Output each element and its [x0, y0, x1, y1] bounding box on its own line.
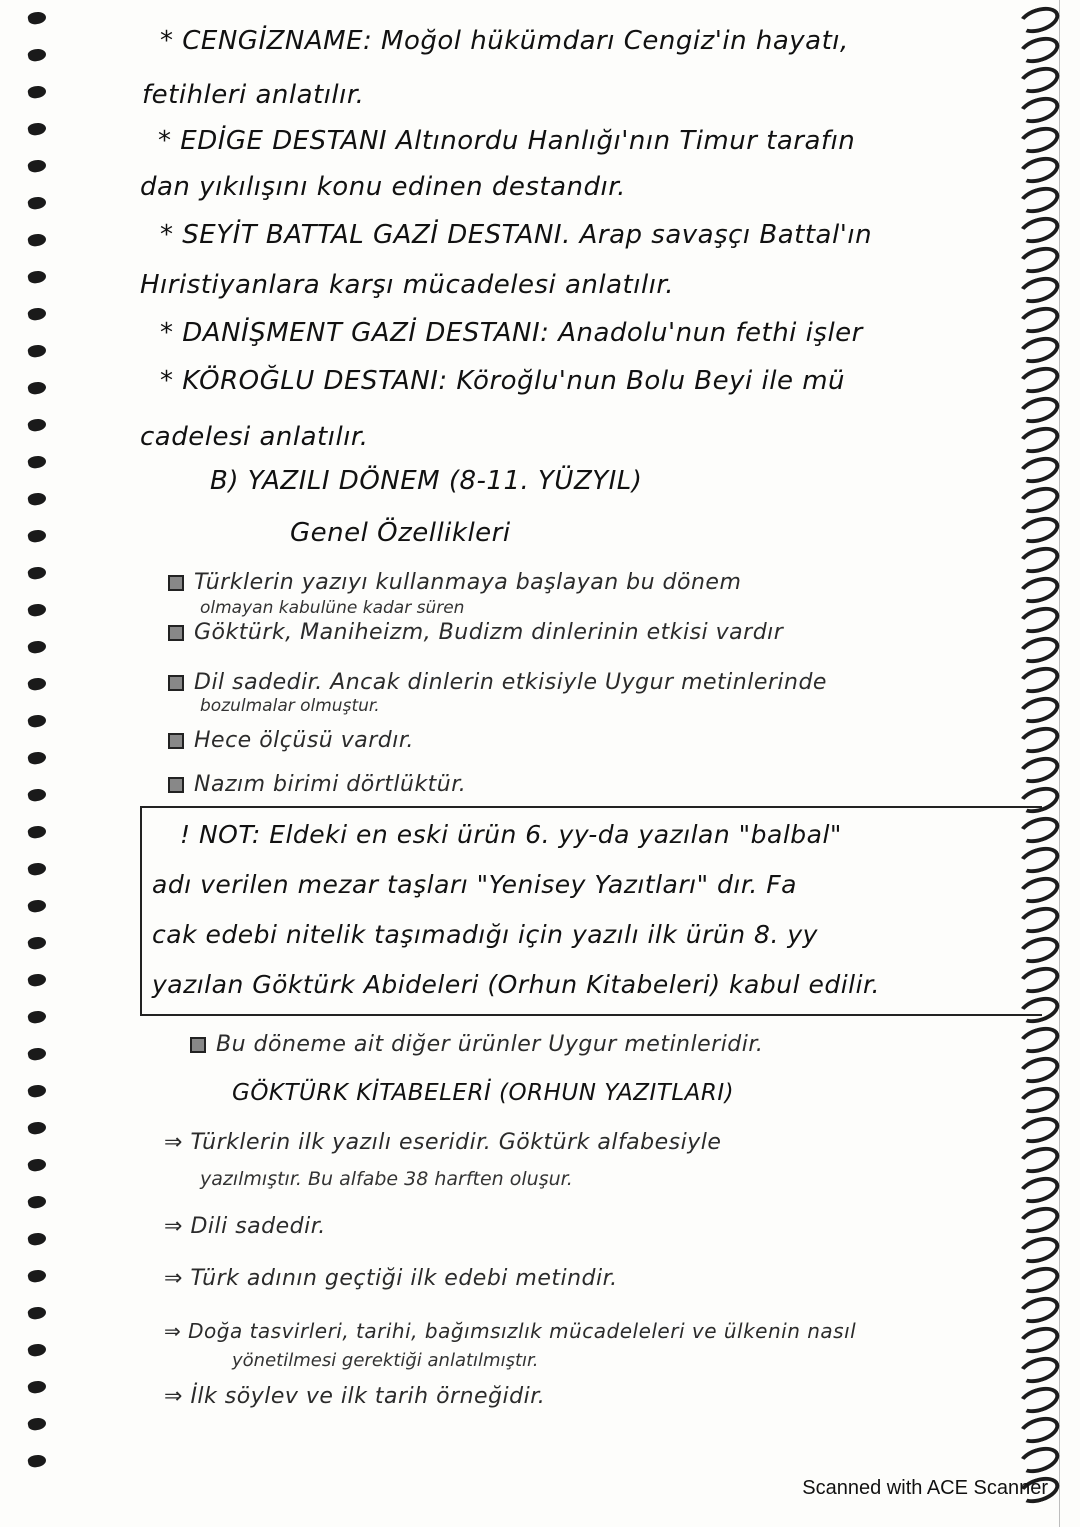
spiral-coil-icon [1015, 1112, 1062, 1148]
hole-icon [27, 1416, 47, 1431]
bullet-text: Hece ölçüsü vardır. [194, 728, 414, 753]
hole-icon [27, 639, 47, 654]
arrow-item [164, 1126, 721, 1160]
spiral-coil-icon [1015, 632, 1062, 668]
hole-icon [27, 1453, 47, 1468]
hole-icon [27, 1342, 47, 1357]
note-box-line: ! NOT: Eldeki en eski ürün 6. yy-da yazılan "balbal" [180, 820, 842, 849]
checkbox-bullet-icon [168, 575, 184, 591]
bullet-item [168, 768, 466, 802]
spiral-coil-icon [1015, 1322, 1062, 1358]
arrow-icon: ⇒ [164, 1319, 189, 1343]
subsection-heading: Genel Özellikleri [290, 518, 511, 548]
hole-icon [27, 528, 47, 543]
arrow-item [164, 1262, 618, 1296]
checkbox-bullet-icon [168, 625, 184, 641]
note-line: fetihleri anlatılır. [142, 80, 365, 110]
arrow-text: İlk söylev ve ilk tarih örneğidir. [190, 1384, 546, 1409]
spiral-coil-icon [1015, 2, 1062, 38]
bullet-item [168, 566, 741, 600]
spiral-coil-icon [1015, 332, 1062, 368]
hole-icon [27, 1194, 47, 1209]
section-heading-gokturk: GÖKTÜRK KİTABELERİ (ORHUN YAZITLARI) [232, 1080, 735, 1106]
hole-icon [27, 787, 47, 802]
spiral-coil-icon [1015, 422, 1062, 458]
spiral-coil-icon [1015, 1202, 1062, 1238]
scanner-watermark: Scanned with ACE Scanner [802, 1477, 1048, 1499]
spiral-coil-icon [1015, 152, 1062, 188]
arrow-subtext: yazılmıştır. Bu alfabe 38 harften oluşur. [200, 1168, 573, 1190]
arrow-text: Doğa tasvirleri, tarihi, bağımsızlık mücadeleleri ve ülkenin nasıl [188, 1319, 857, 1343]
hole-icon [27, 713, 47, 728]
hole-icon [27, 195, 47, 210]
spiral-coil-icon [1015, 752, 1062, 788]
hole-icon [27, 454, 47, 469]
arrow-icon: ⇒ [164, 1214, 191, 1239]
hole-icon [27, 343, 47, 358]
hole-icon [27, 491, 47, 506]
spiral-coil-icon [1015, 572, 1062, 608]
spiral-coil-icon [1015, 1352, 1062, 1388]
spiral-coil-icon [1015, 122, 1062, 158]
spiral-coil-icon [1015, 272, 1062, 308]
arrow-icon: ⇒ [164, 1384, 191, 1409]
spiral-coil-icon [1015, 1412, 1062, 1448]
arrow-item [164, 1314, 856, 1348]
arrow-text: Türklerin ilk yazılı eseridir. Göktürk alfabesiyle [190, 1130, 722, 1155]
spiral-coil-icon [1015, 512, 1062, 548]
spiral-coil-icon [1015, 182, 1062, 218]
hole-icon [27, 861, 47, 876]
hole-icon [27, 158, 47, 173]
checkbox-bullet-icon [190, 1037, 206, 1053]
note-line-edige: * EDİGE DESTANI Altınordu Hanlığı'nın Timur tarafın [158, 126, 856, 156]
hole-icon [27, 824, 47, 839]
hole-icon [27, 1046, 47, 1061]
spiral-coil-icon [1015, 692, 1062, 728]
hole-icon [27, 1009, 47, 1024]
hole-icon [27, 10, 47, 25]
bullet-subtext: bozulmalar olmuştur. [200, 696, 380, 716]
hole-icon [27, 306, 47, 321]
hole-icon [27, 1305, 47, 1320]
spiral-coil-icon [1015, 302, 1062, 338]
hole-icon [27, 380, 47, 395]
spiral-coil-icon [1015, 662, 1062, 698]
bullet-item [168, 616, 783, 650]
spiral-coil-icon [1015, 242, 1062, 278]
spiral-coil-icon [1015, 62, 1062, 98]
hole-icon [27, 121, 47, 136]
section-heading-yazili-donem: B) YAZILI DÖNEM (8-11. YÜZYIL) [210, 466, 643, 496]
hole-icon [27, 269, 47, 284]
note-line: cadelesi anlatılır. [140, 422, 369, 452]
arrow-icon: ⇒ [164, 1266, 191, 1291]
spiral-coil-icon [1015, 1292, 1062, 1328]
bullet-item [190, 1028, 763, 1062]
hole-icon [27, 565, 47, 580]
hole-icon [27, 232, 47, 247]
spiral-coil-icon [1015, 1052, 1062, 1088]
hole-icon [27, 676, 47, 691]
bullet-text: Bu döneme ait diğer ürünler Uygur metinleridir. [216, 1032, 764, 1057]
arrow-icon: ⇒ [164, 1130, 191, 1155]
note-box-line: cak edebi nitelik taşımadığı için yazılı ilk ürün 8. yy [152, 920, 818, 949]
bullet-text: Göktürk, Maniheizm, Budizm dinlerinin etkisi vardır [194, 620, 784, 645]
spiral-coil-icon [1015, 92, 1062, 128]
note-line-cengizname: * CENGİZNAME: Moğol hükümdarı Cengiz'in hayatı, [160, 26, 849, 56]
spiral-coil-icon [1015, 392, 1062, 428]
hole-icon [27, 47, 47, 62]
spiral-coil-icon [1015, 1232, 1062, 1268]
arrow-item [164, 1380, 545, 1414]
hole-icon [27, 750, 47, 765]
hole-icon [27, 602, 47, 617]
bullet-item [168, 666, 827, 700]
spiral-coil-icon [1015, 602, 1062, 638]
spiral-coil-icon [1015, 1382, 1062, 1418]
spiral-binding [1014, 0, 1064, 1527]
note-line-seyit-battal: * SEYİT BATTAL GAZİ DESTANI. Arap savaşçı Battal'ın [160, 220, 873, 250]
note-line: Hıristiyanlara karşı mücadelesi anlatılır. [140, 270, 674, 300]
hole-icon [27, 1268, 47, 1283]
spiral-coil-icon [1015, 482, 1062, 518]
spiral-coil-icon [1015, 1142, 1062, 1178]
spiral-coil-icon [1015, 1022, 1062, 1058]
hole-icon [27, 84, 47, 99]
hole-icon [27, 1379, 47, 1394]
hole-icon [27, 417, 47, 432]
note-line-koroglu: * KÖROĞLU DESTANI: Köroğlu'nun Bolu Beyi ile mü [160, 366, 846, 396]
note-box-line: adı verilen mezar taşları "Yenisey Yazıtları" dır. Fa [152, 870, 797, 899]
spiral-coil-icon [1015, 1172, 1062, 1208]
bullet-item [168, 724, 414, 758]
arrow-item [164, 1210, 326, 1244]
hole-icon [27, 1083, 47, 1098]
spiral-coil-icon [1015, 1082, 1062, 1118]
spiral-coil-icon [1015, 452, 1062, 488]
spiral-coil-icon [1015, 212, 1062, 248]
spiral-coil-icon [1015, 362, 1062, 398]
bullet-text: Dil sadedir. Ancak dinlerin etkisiyle Uygur metinlerinde [194, 670, 827, 695]
arrow-subtext: yönetilmesi gerektiği anlatılmıştır. [232, 1350, 539, 1371]
hole-icon [27, 898, 47, 913]
note-line: dan yıkılışını konu edinen destandır. [140, 172, 626, 202]
punched-holes [28, 0, 58, 1527]
spiral-coil-icon [1015, 722, 1062, 758]
bullet-text: Türklerin yazıyı kullanmaya başlayan bu dönem [194, 570, 742, 595]
spiral-coil-icon [1015, 1262, 1062, 1298]
hole-icon [27, 1231, 47, 1246]
spiral-coil-icon [1015, 32, 1062, 68]
hole-icon [27, 1120, 47, 1135]
arrow-text: Türk adının geçtiği ilk edebi metindir. [190, 1266, 618, 1291]
note-box-line: yazılan Göktürk Abideleri (Orhun Kitabeleri) kabul edilir. [152, 970, 880, 999]
checkbox-bullet-icon [168, 733, 184, 749]
spiral-coil-icon [1015, 542, 1062, 578]
hole-icon [27, 1157, 47, 1172]
hole-icon [27, 935, 47, 950]
note-line-danisment: * DANİŞMENT GAZİ DESTANI: Anadolu'nun fethi işler [160, 318, 863, 348]
bullet-subtext: olmayan kabulüne kadar süren [200, 598, 465, 618]
arrow-text: Dili sadedir. [190, 1214, 326, 1239]
spiral-coil-icon [1015, 1442, 1062, 1478]
checkbox-bullet-icon [168, 675, 184, 691]
checkbox-bullet-icon [168, 777, 184, 793]
hole-icon [27, 972, 47, 987]
bullet-text: Nazım birimi dörtlüktür. [194, 772, 467, 797]
